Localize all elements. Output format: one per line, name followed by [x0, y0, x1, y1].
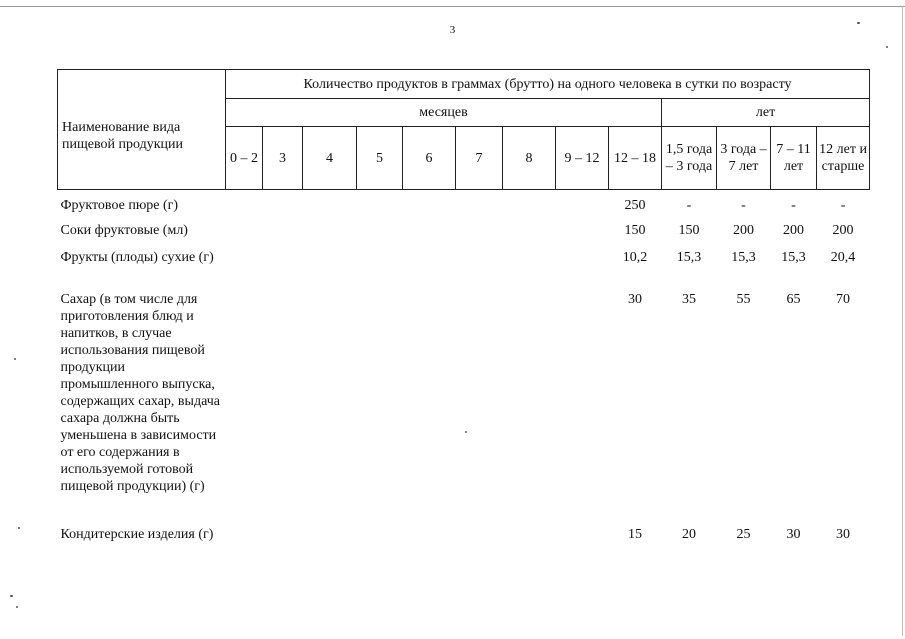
value-cell: [226, 246, 263, 289]
value-cell: 20: [682, 527, 696, 542]
scan-speck: [18, 527, 20, 529]
value-cell: [503, 523, 556, 543]
value-cell: [403, 523, 456, 543]
value-cell: [226, 289, 263, 523]
product-name: Фруктовое пюре (г): [60, 198, 179, 213]
value-cell: [456, 289, 503, 523]
value-cell: [456, 190, 503, 219]
value-cell: [226, 218, 263, 246]
value-cell: [503, 218, 556, 246]
value-cell: -: [791, 198, 796, 213]
value-cell: [263, 190, 303, 219]
value-cell: [357, 523, 403, 543]
value-cell: [357, 218, 403, 246]
quantity-header: Количество продуктов в граммах (брутто) на одного человека в сутки по возрасту: [226, 70, 870, 99]
value-cell: 15,3: [731, 250, 756, 265]
page-number: 3: [449, 24, 456, 36]
value-cell: 20,4: [830, 250, 856, 265]
scan-speck: [465, 431, 467, 433]
value-cell: [403, 289, 456, 523]
years-group-header: лет: [662, 99, 870, 127]
age-column-header: 9 – 12: [556, 127, 609, 190]
age-column-header: 4: [303, 127, 357, 190]
table-row: [58, 190, 870, 219]
value-cell: 65: [786, 292, 801, 307]
top-scan-rule: [0, 6, 905, 7]
age-column-header: 0 – 2: [226, 127, 263, 190]
age-column-header: 12 лет и старше: [817, 127, 870, 190]
value-cell: 15,3: [781, 250, 806, 265]
scan-speck: [857, 22, 860, 24]
product-name-header: Наименование вида пищевой продукции: [58, 70, 226, 190]
value-cell: 30: [786, 527, 801, 542]
value-cell: [456, 246, 503, 289]
value-cell: 200: [733, 223, 754, 238]
value-cell: -: [741, 198, 746, 213]
value-cell: [556, 523, 609, 543]
value-cell: [456, 523, 503, 543]
value-cell: [503, 246, 556, 289]
value-cell: [556, 289, 609, 523]
age-column-header: 3 года – 7 лет: [717, 127, 771, 190]
scan-speck: [14, 358, 16, 360]
value-cell: [357, 289, 403, 523]
value-cell: [303, 218, 357, 246]
value-cell: 70: [836, 292, 851, 307]
value-cell: 35: [682, 292, 696, 307]
product-name: Фрукты (плоды) сухие (г): [60, 250, 214, 265]
age-column-header: 3: [263, 127, 303, 190]
scan-speck: [16, 606, 18, 608]
value-cell: [303, 246, 357, 289]
value-cell: 30: [628, 292, 642, 307]
value-cell: [403, 246, 456, 289]
months-group-header: месяцев: [226, 99, 662, 127]
age-column-header: 1,5 года – 3 года: [662, 127, 717, 190]
product-name: Сахар (в том числе для приготовления блюд и напитков, в случае использования пищевой продукции промышленного выпуска, содержащих сахар, выдача сахара должна быть уменьшена в зависимости от его содержания в используемой готовой пищевой продукции) (г): [60, 292, 220, 494]
value-cell: 250: [624, 198, 646, 213]
value-cell: [263, 246, 303, 289]
value-cell: 150: [678, 223, 700, 238]
table-row: [58, 218, 870, 246]
value-cell: [503, 190, 556, 219]
value-cell: [303, 523, 357, 543]
value-cell: 25: [736, 527, 751, 542]
value-cell: [303, 289, 357, 523]
product-name: Кондитерские изделия (г): [60, 527, 214, 542]
value-cell: 10,2: [622, 250, 648, 265]
value-cell: 15,3: [676, 250, 702, 265]
value-cell: [357, 190, 403, 219]
table-row: [58, 246, 870, 289]
value-cell: [357, 246, 403, 289]
value-cell: 15: [628, 527, 642, 542]
value-cell: [503, 289, 556, 523]
value-cell: 30: [836, 527, 851, 542]
value-cell: 200: [832, 223, 854, 238]
value-cell: [456, 218, 503, 246]
scan-speck: [10, 595, 13, 597]
value-cell: [226, 190, 263, 219]
scan-speck: [886, 46, 888, 48]
food-norms-table: [57, 69, 870, 543]
value-cell: [403, 218, 456, 246]
value-cell: 200: [783, 223, 804, 238]
value-cell: [263, 523, 303, 543]
value-cell: [556, 246, 609, 289]
right-scan-rule: [902, 6, 903, 636]
value-cell: [303, 190, 357, 219]
age-column-header: 7: [456, 127, 503, 190]
value-cell: [403, 190, 456, 219]
value-cell: [263, 218, 303, 246]
value-cell: -: [686, 198, 692, 213]
age-column-header: 12 – 18: [609, 127, 662, 190]
age-column-header: 8: [503, 127, 556, 190]
age-column-header: 7 – 11 лет: [771, 127, 817, 190]
table-row: [58, 523, 870, 543]
table-row: [58, 289, 870, 523]
age-column-header: 5: [357, 127, 403, 190]
value-cell: 150: [624, 223, 646, 238]
age-column-header: 6: [403, 127, 456, 190]
product-name: Соки фруктовые (мл): [60, 223, 188, 238]
value-cell: [226, 523, 263, 543]
value-cell: [263, 289, 303, 523]
value-cell: [556, 218, 609, 246]
value-cell: [556, 190, 609, 219]
value-cell: -: [840, 198, 846, 213]
value-cell: 55: [736, 292, 751, 307]
